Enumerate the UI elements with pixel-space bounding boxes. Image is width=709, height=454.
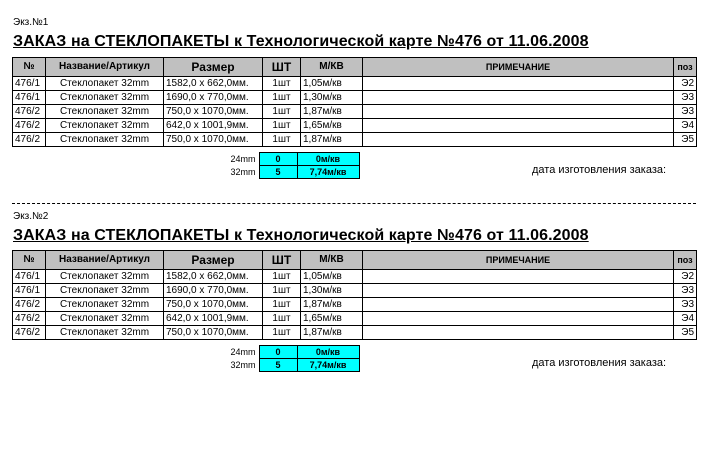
cell-area: 1,30м/кв: [301, 284, 363, 298]
cell-size: 750,0 x 1070,0мм.: [164, 133, 263, 147]
col-header-num: №: [13, 58, 46, 77]
totals-area: 7,74м/кв: [297, 166, 359, 179]
cell-name: Стеклопакет 32mm: [46, 270, 164, 284]
cell-qty: 1шт: [263, 270, 301, 284]
cell-qty: 1шт: [263, 284, 301, 298]
cell-pos: Э3: [674, 284, 697, 298]
col-header-qty: ШТ: [263, 58, 301, 77]
cell-name: Стеклопакет 32mm: [46, 284, 164, 298]
cell-pos: Э5: [674, 133, 697, 147]
cell-qty: 1шт: [263, 91, 301, 105]
cell-name: Стеклопакет 32mm: [46, 312, 164, 326]
cell-pos: Э3: [674, 298, 697, 312]
cell-area: 1,87м/кв: [301, 133, 363, 147]
totals-label: 32mm: [230, 359, 256, 370]
order-title: ЗАКАЗ на СТЕКЛОПАКЕТЫ к Технологической карте №476 от 11.06.2008: [13, 227, 589, 244]
cell-note: [363, 284, 674, 298]
cell-pos: Э3: [674, 105, 697, 119]
col-header-area: М/КВ: [301, 58, 363, 77]
table-row: [13, 298, 697, 312]
cell-num: 476/1: [13, 284, 46, 298]
production-date-label: дата изготовления заказа:: [532, 357, 667, 369]
cell-name: Стеклопакет 32mm: [46, 133, 164, 147]
cell-qty: 1шт: [263, 133, 301, 147]
totals-area: 0м/кв: [297, 153, 359, 166]
totals-table: [227, 345, 360, 372]
col-header-note: ПРИМЕЧАНИЕ: [363, 251, 674, 270]
cell-num: 476/2: [13, 326, 46, 340]
copy-label: Экз.№2: [13, 211, 49, 222]
cell-note: [363, 133, 674, 147]
col-header-pos: поз: [674, 58, 697, 77]
cell-qty: 1шт: [263, 119, 301, 133]
col-header-name: Название/Артикул: [46, 251, 164, 270]
totals-count: 0: [259, 153, 297, 166]
table-row: [13, 284, 697, 298]
cell-size: 1690,0 x 770,0мм.: [164, 91, 263, 105]
table-row: [13, 105, 697, 119]
totals-row: [227, 346, 359, 359]
col-header-area: М/КВ: [301, 251, 363, 270]
cell-note: [363, 119, 674, 133]
totals-area: 0м/кв: [297, 346, 359, 359]
cell-size: 1690,0 x 770,0мм.: [164, 284, 263, 298]
col-header-pos: поз: [674, 251, 697, 270]
table-row: [13, 312, 697, 326]
totals-count: 0: [259, 346, 297, 359]
cell-qty: 1шт: [263, 326, 301, 340]
cell-pos: Э2: [674, 270, 697, 284]
cell-area: 1,65м/кв: [301, 312, 363, 326]
col-header-qty: ШТ: [263, 251, 301, 270]
cell-size: 642,0 x 1001,9мм.: [164, 119, 263, 133]
col-header-size: Размер: [164, 251, 263, 270]
cell-area: 1,87м/кв: [301, 105, 363, 119]
cell-note: [363, 91, 674, 105]
totals-count: 5: [259, 166, 297, 179]
totals-count: 5: [259, 359, 297, 372]
cell-num: 476/2: [13, 312, 46, 326]
cut-line-divider: [12, 203, 696, 204]
cell-area: 1,30м/кв: [301, 91, 363, 105]
totals-row: [227, 153, 359, 166]
cell-size: 642,0 x 1001,9мм.: [164, 312, 263, 326]
cell-pos: Э3: [674, 91, 697, 105]
table-row: [13, 133, 697, 147]
totals-label: 32mm: [230, 166, 256, 177]
cell-num: 476/1: [13, 270, 46, 284]
cell-qty: 1шт: [263, 77, 301, 91]
totals-label: 24mm: [230, 153, 256, 164]
cell-num: 476/2: [13, 119, 46, 133]
cell-name: Стеклопакет 32mm: [46, 105, 164, 119]
totals-row: [227, 166, 359, 179]
table-row: [13, 77, 697, 91]
cell-note: [363, 77, 674, 91]
cell-size: 750,0 x 1070,0мм.: [164, 326, 263, 340]
cell-pos: Э4: [674, 119, 697, 133]
totals-table: [227, 152, 360, 179]
col-header-name: Название/Артикул: [46, 58, 164, 77]
col-header-num: №: [13, 251, 46, 270]
cell-pos: Э4: [674, 312, 697, 326]
cell-name: Стеклопакет 32mm: [46, 77, 164, 91]
table-header-row: [13, 251, 697, 270]
cell-area: 1,05м/кв: [301, 77, 363, 91]
cell-area: 1,05м/кв: [301, 270, 363, 284]
order-table: [12, 250, 697, 340]
cell-pos: Э5: [674, 326, 697, 340]
table-header-row: [13, 58, 697, 77]
cell-size: 1582,0 x 662,0мм.: [164, 77, 263, 91]
cell-name: Стеклопакет 32mm: [46, 119, 164, 133]
cell-num: 476/1: [13, 91, 46, 105]
cell-note: [363, 105, 674, 119]
order-table: [12, 57, 697, 147]
cell-name: Стеклопакет 32mm: [46, 326, 164, 340]
cell-num: 476/2: [13, 298, 46, 312]
cell-size: 750,0 x 1070,0мм.: [164, 105, 263, 119]
cell-name: Стеклопакет 32mm: [46, 91, 164, 105]
cell-qty: 1шт: [263, 105, 301, 119]
cell-area: 1,87м/кв: [301, 326, 363, 340]
cell-num: 476/1: [13, 77, 46, 91]
table-row: [13, 270, 697, 284]
cell-qty: 1шт: [263, 312, 301, 326]
table-row: [13, 91, 697, 105]
cell-note: [363, 298, 674, 312]
cell-pos: Э2: [674, 77, 697, 91]
cell-note: [363, 312, 674, 326]
col-header-size: Размер: [164, 58, 263, 77]
col-header-note: ПРИМЕЧАНИЕ: [363, 58, 674, 77]
production-date-label: дата изготовления заказа:: [532, 164, 667, 176]
totals-row: [227, 359, 359, 372]
table-row: [13, 326, 697, 340]
cell-area: 1,65м/кв: [301, 119, 363, 133]
totals-area: 7,74м/кв: [297, 359, 359, 372]
cell-note: [363, 270, 674, 284]
totals-label: 24mm: [230, 346, 256, 357]
table-row: [13, 119, 697, 133]
cell-size: 1582,0 x 662,0мм.: [164, 270, 263, 284]
cell-size: 750,0 x 1070,0мм.: [164, 298, 263, 312]
order-title: ЗАКАЗ на СТЕКЛОПАКЕТЫ к Технологической карте №476 от 11.06.2008: [13, 33, 589, 50]
cell-note: [363, 326, 674, 340]
cell-num: 476/2: [13, 105, 46, 119]
copy-label: Экз.№1: [13, 17, 49, 28]
cell-qty: 1шт: [263, 298, 301, 312]
cell-name: Стеклопакет 32mm: [46, 298, 164, 312]
cell-area: 1,87м/кв: [301, 298, 363, 312]
cell-num: 476/2: [13, 133, 46, 147]
